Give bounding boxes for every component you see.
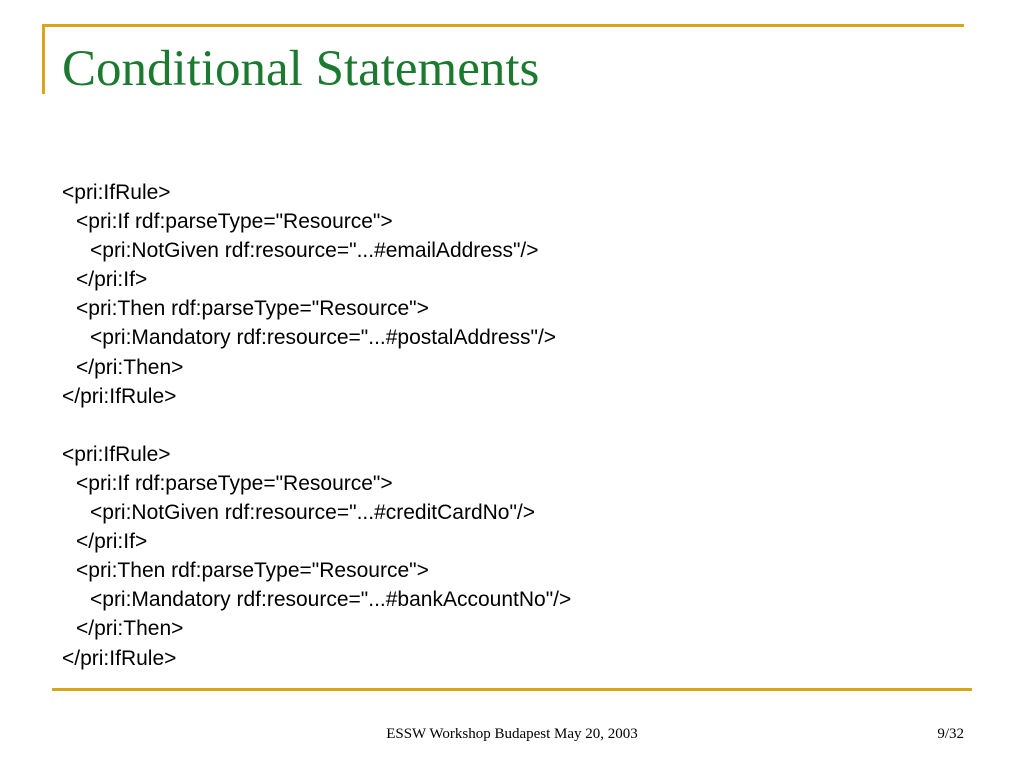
rule-block-2 — [62, 440, 571, 673]
if-close: </pri:If> — [76, 530, 148, 554]
footer-divider — [52, 688, 972, 691]
if-open: <pri:If rdf:parseType="Resource"> — [76, 210, 393, 234]
then-close: </pri:Then> — [76, 617, 184, 641]
condition-line: <pri:NotGiven rdf:resource="...#emailAddress"/> — [90, 239, 539, 263]
rule-block-1 — [62, 178, 571, 411]
consequence-line: <pri:Mandatory rdf:resource="...#postalAddress"/> — [90, 326, 557, 350]
rule-open: <pri:IfRule> — [62, 442, 171, 466]
rule-close: </pri:IfRule> — [62, 646, 177, 670]
slide-body — [62, 178, 571, 673]
then-close: </pri:Then> — [76, 355, 184, 379]
condition-line: <pri:NotGiven rdf:resource="...#creditCardNo"/> — [90, 501, 536, 525]
then-open: <pri:Then rdf:parseType="Resource"> — [76, 297, 429, 321]
if-open: <pri:If rdf:parseType="Resource"> — [76, 471, 393, 495]
rule-close: </pri:IfRule> — [62, 384, 177, 408]
slide-title: Conditional Statements — [62, 41, 540, 97]
footer-text: ESSW Workshop Budapest May 20, 2003 — [386, 726, 638, 742]
then-open: <pri:Then rdf:parseType="Resource"> — [76, 559, 429, 583]
block-spacer — [62, 411, 571, 440]
left-frame-line — [42, 24, 45, 94]
consequence-line: <pri:Mandatory rdf:resource="...#bankAccountNo"/> — [90, 588, 572, 612]
page-number: 9/32 — [937, 726, 964, 742]
if-close: </pri:If> — [76, 268, 148, 292]
rule-open: <pri:IfRule> — [62, 181, 171, 204]
top-frame-line — [42, 24, 964, 27]
